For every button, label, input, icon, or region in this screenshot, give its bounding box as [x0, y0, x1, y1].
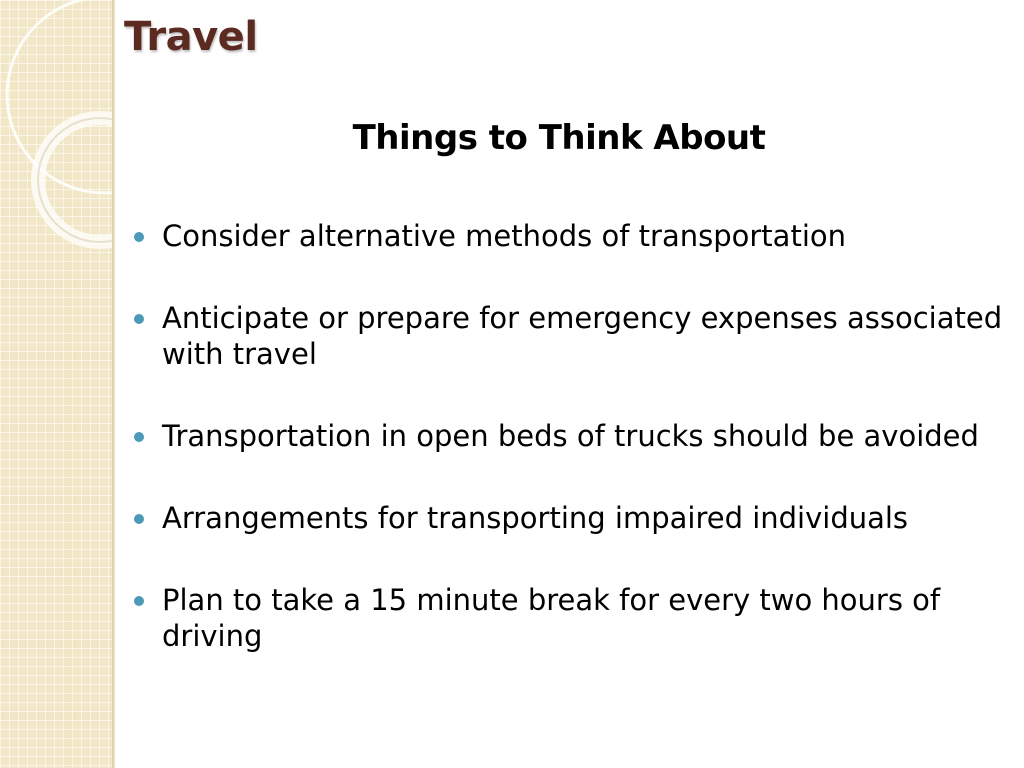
- side-panel-edge: [112, 0, 115, 768]
- bullet-dot-icon: [134, 232, 144, 242]
- bullet-item: [134, 500, 1004, 536]
- slide-title: Travel: [124, 14, 258, 60]
- bullet-item: [134, 418, 1004, 454]
- bullet-list: [134, 218, 1004, 700]
- decorative-side-panel: [0, 0, 114, 768]
- bullet-item: [134, 300, 1004, 372]
- bullet-dot-icon: [134, 514, 144, 524]
- bullet-dot-icon: [134, 596, 144, 606]
- bullet-text: Consider alternative methods of transportation: [162, 219, 846, 253]
- bullet-text: Arrangements for transporting impaired individuals: [162, 501, 909, 535]
- bullet-dot-icon: [134, 432, 144, 442]
- decorative-rings: [0, 0, 114, 260]
- slide-subtitle: Things to Think About: [352, 118, 766, 158]
- bullet-item: [134, 218, 1004, 254]
- bullet-text: Anticipate or prepare for emergency expenses associated with travel: [162, 301, 1003, 371]
- bullet-item: [134, 582, 1004, 654]
- bullet-text: Transportation in open beds of trucks should be avoided: [162, 419, 979, 453]
- bullet-text: Plan to take a 15 minute break for every two hours of driving: [162, 583, 941, 653]
- bullet-dot-icon: [134, 314, 144, 324]
